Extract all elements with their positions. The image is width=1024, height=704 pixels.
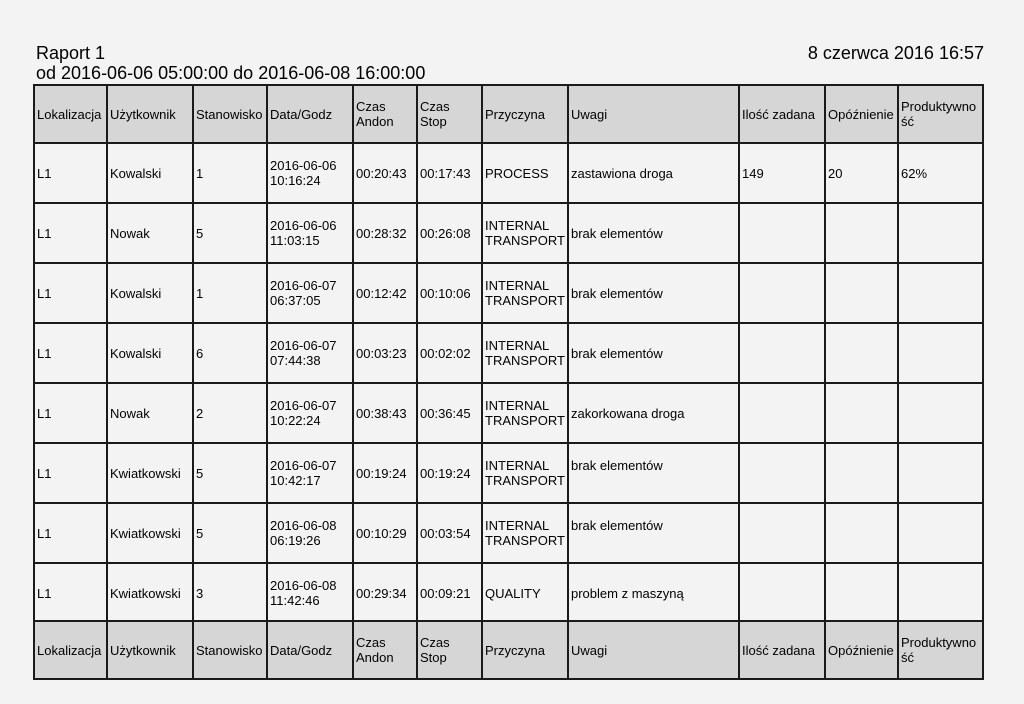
cell-opoznienie [825, 323, 898, 383]
cell-przyczyna: PROCESS [482, 143, 568, 203]
cell-czas-stop: 00:10:06 [417, 263, 482, 323]
cell-time: 11:03:15 [270, 233, 320, 248]
cell-czas-andon: 00:38:43 [353, 383, 417, 443]
cell-data-godz [267, 383, 353, 443]
cell-uzytkownik: Kwiatkowski [107, 443, 193, 503]
cell-uzytkownik: Kwiatkowski [107, 503, 193, 563]
column-header-uwagi: Uwagi [568, 85, 739, 143]
cell-data-godz [267, 503, 353, 563]
cell-przyczyna: QUALITY [482, 563, 568, 623]
column-header-lokalizacja: Lokalizacja [34, 85, 107, 143]
cell-uzytkownik: Kowalski [107, 263, 193, 323]
cell-data-godz [267, 203, 353, 263]
column-header-czas-stop: Czas Stop [417, 621, 482, 679]
column-header-data-godz: Data/Godz [267, 85, 353, 143]
report-table [33, 84, 984, 624]
table-row [34, 143, 983, 203]
cell-date: 2016-06-06 [270, 158, 337, 173]
cell-uwagi: problem z maszyną [568, 563, 739, 623]
cell-lokalizacja: L1 [34, 263, 107, 323]
cell-produktywnosc: 62% [898, 143, 983, 203]
column-header-stanowisko: Stanowisko [193, 621, 267, 679]
report-table-continued [33, 620, 984, 680]
cell-czas-stop: 00:03:54 [417, 503, 482, 563]
cell-lokalizacja: L1 [34, 203, 107, 263]
cell-date: 2016-06-07 [270, 338, 337, 353]
cell-time: 07:44:38 [270, 353, 321, 368]
table-row [34, 263, 983, 323]
report-print-date: 8 czerwca 2016 16:57 [807, 43, 984, 63]
column-header-data-godz: Data/Godz [267, 621, 353, 679]
table-row [34, 323, 983, 383]
cell-produktywnosc [898, 443, 983, 503]
cell-lokalizacja: L1 [34, 503, 107, 563]
cell-stanowisko: 6 [193, 323, 267, 383]
cell-lokalizacja: L1 [34, 323, 107, 383]
cell-time: 11:42:46 [270, 593, 320, 608]
cell-produktywnosc [898, 503, 983, 563]
cell-opoznienie [825, 263, 898, 323]
cell-uwagi: brak elementów [568, 263, 739, 323]
cell-uwagi: zakorkowana droga [568, 383, 739, 443]
cell-lokalizacja: L1 [34, 563, 107, 623]
column-header-produktywnosc: Produktywno ść [898, 85, 983, 143]
cell-czas-andon: 00:19:24 [353, 443, 417, 503]
table-header-row [34, 85, 983, 143]
cell-czas-stop: 00:02:02 [417, 323, 482, 383]
cell-opoznienie [825, 503, 898, 563]
cell-uwagi: zastawiona droga [568, 143, 739, 203]
cell-ilosc-zadana [739, 563, 825, 623]
table-row [34, 503, 983, 563]
column-header-czas-stop: Czas Stop [417, 85, 482, 143]
cell-ilosc-zadana [739, 263, 825, 323]
column-header-stanowisko: Stanowisko [193, 85, 267, 143]
column-header-uzytkownik: Użytkownik [107, 621, 193, 679]
cell-uzytkownik: Kwiatkowski [107, 563, 193, 623]
report-date-range: od 2016-06-06 05:00:00 do 2016-06-08 16:00:00 [36, 63, 426, 83]
cell-ilosc-zadana: 149 [739, 143, 825, 203]
cell-uzytkownik: Kowalski [107, 323, 193, 383]
column-header-przyczyna: Przyczyna [482, 621, 568, 679]
cell-czas-stop: 00:17:43 [417, 143, 482, 203]
column-header-czas-andon: Czas Andon [353, 621, 417, 679]
cell-stanowisko: 1 [193, 263, 267, 323]
cell-uzytkownik: Nowak [107, 203, 193, 263]
cell-stanowisko: 2 [193, 383, 267, 443]
cell-czas-stop: 00:09:21 [417, 563, 482, 623]
cell-czas-stop: 00:26:08 [417, 203, 482, 263]
cell-stanowisko: 5 [193, 503, 267, 563]
cell-ilosc-zadana [739, 323, 825, 383]
cell-date: 2016-06-08 [270, 518, 337, 533]
cell-time: 06:19:26 [270, 533, 321, 548]
cell-produktywnosc [898, 323, 983, 383]
table-row [34, 443, 983, 503]
cell-przyczyna: INTERNAL TRANSPORT [482, 263, 568, 323]
cell-czas-andon: 00:10:29 [353, 503, 417, 563]
cell-przyczyna: INTERNAL TRANSPORT [482, 323, 568, 383]
table-body [34, 143, 983, 623]
cell-opoznienie [825, 563, 898, 623]
cell-data-godz [267, 263, 353, 323]
column-header-ilosc-zadana: Ilość zadana [739, 85, 825, 143]
cell-uwagi: brak elementów [568, 323, 739, 383]
cell-time: 10:22:24 [270, 413, 321, 428]
cell-przyczyna: INTERNAL TRANSPORT [482, 443, 568, 503]
cell-date: 2016-06-08 [270, 578, 337, 593]
column-header-ilosc-zadana: Ilość zadana [739, 621, 825, 679]
cell-uzytkownik: Kowalski [107, 143, 193, 203]
cell-ilosc-zadana [739, 203, 825, 263]
column-header-lokalizacja: Lokalizacja [34, 621, 107, 679]
column-header-uzytkownik: Użytkownik [107, 85, 193, 143]
cell-stanowisko: 3 [193, 563, 267, 623]
cell-opoznienie [825, 203, 898, 263]
report-title: Raport 1 [36, 43, 106, 63]
cell-przyczyna: INTERNAL TRANSPORT [482, 383, 568, 443]
cell-stanowisko: 5 [193, 443, 267, 503]
cell-produktywnosc [898, 563, 983, 623]
cell-data-godz [267, 323, 353, 383]
cell-data-godz [267, 443, 353, 503]
table-row [34, 383, 983, 443]
cell-lokalizacja: L1 [34, 143, 107, 203]
cell-uzytkownik: Nowak [107, 383, 193, 443]
table-row [34, 203, 983, 263]
column-header-czas-andon: Czas Andon [353, 85, 417, 143]
cell-produktywnosc [898, 383, 983, 443]
column-header-opoznienie: Opóźnienie [825, 621, 898, 679]
cell-date: 2016-06-07 [270, 458, 337, 473]
cell-czas-andon: 00:12:42 [353, 263, 417, 323]
cell-uwagi: brak elementów [568, 443, 739, 503]
cell-time: 10:42:17 [270, 473, 321, 488]
cell-przyczyna: INTERNAL TRANSPORT [482, 203, 568, 263]
cell-czas-andon: 00:28:32 [353, 203, 417, 263]
cell-lokalizacja: L1 [34, 443, 107, 503]
column-header-opoznienie: Opóźnienie [825, 85, 898, 143]
column-header-przyczyna: Przyczyna [482, 85, 568, 143]
cell-czas-stop: 00:36:45 [417, 383, 482, 443]
cell-czas-andon: 00:29:34 [353, 563, 417, 623]
cell-uwagi: brak elementów [568, 203, 739, 263]
cell-czas-andon: 00:20:43 [353, 143, 417, 203]
cell-opoznienie: 20 [825, 143, 898, 203]
table-row [34, 563, 983, 623]
cell-time: 10:16:24 [270, 173, 321, 188]
cell-lokalizacja: L1 [34, 383, 107, 443]
cell-date: 2016-06-07 [270, 398, 337, 413]
cell-ilosc-zadana [739, 443, 825, 503]
table-header-row [34, 621, 983, 679]
cell-stanowisko: 1 [193, 143, 267, 203]
cell-uwagi: brak elementów [568, 503, 739, 563]
cell-produktywnosc [898, 263, 983, 323]
cell-opoznienie [825, 443, 898, 503]
cell-czas-andon: 00:03:23 [353, 323, 417, 383]
cell-czas-stop: 00:19:24 [417, 443, 482, 503]
cell-data-godz [267, 143, 353, 203]
cell-produktywnosc [898, 203, 983, 263]
cell-time: 06:37:05 [270, 293, 321, 308]
cell-date: 2016-06-06 [270, 218, 337, 233]
cell-opoznienie [825, 383, 898, 443]
cell-przyczyna: INTERNAL TRANSPORT [482, 503, 568, 563]
column-header-uwagi: Uwagi [568, 621, 739, 679]
cell-ilosc-zadana [739, 383, 825, 443]
cell-stanowisko: 5 [193, 203, 267, 263]
cell-date: 2016-06-07 [270, 278, 337, 293]
column-header-produktywnosc: Produktywno ść [898, 621, 983, 679]
cell-data-godz [267, 563, 353, 623]
cell-ilosc-zadana [739, 503, 825, 563]
